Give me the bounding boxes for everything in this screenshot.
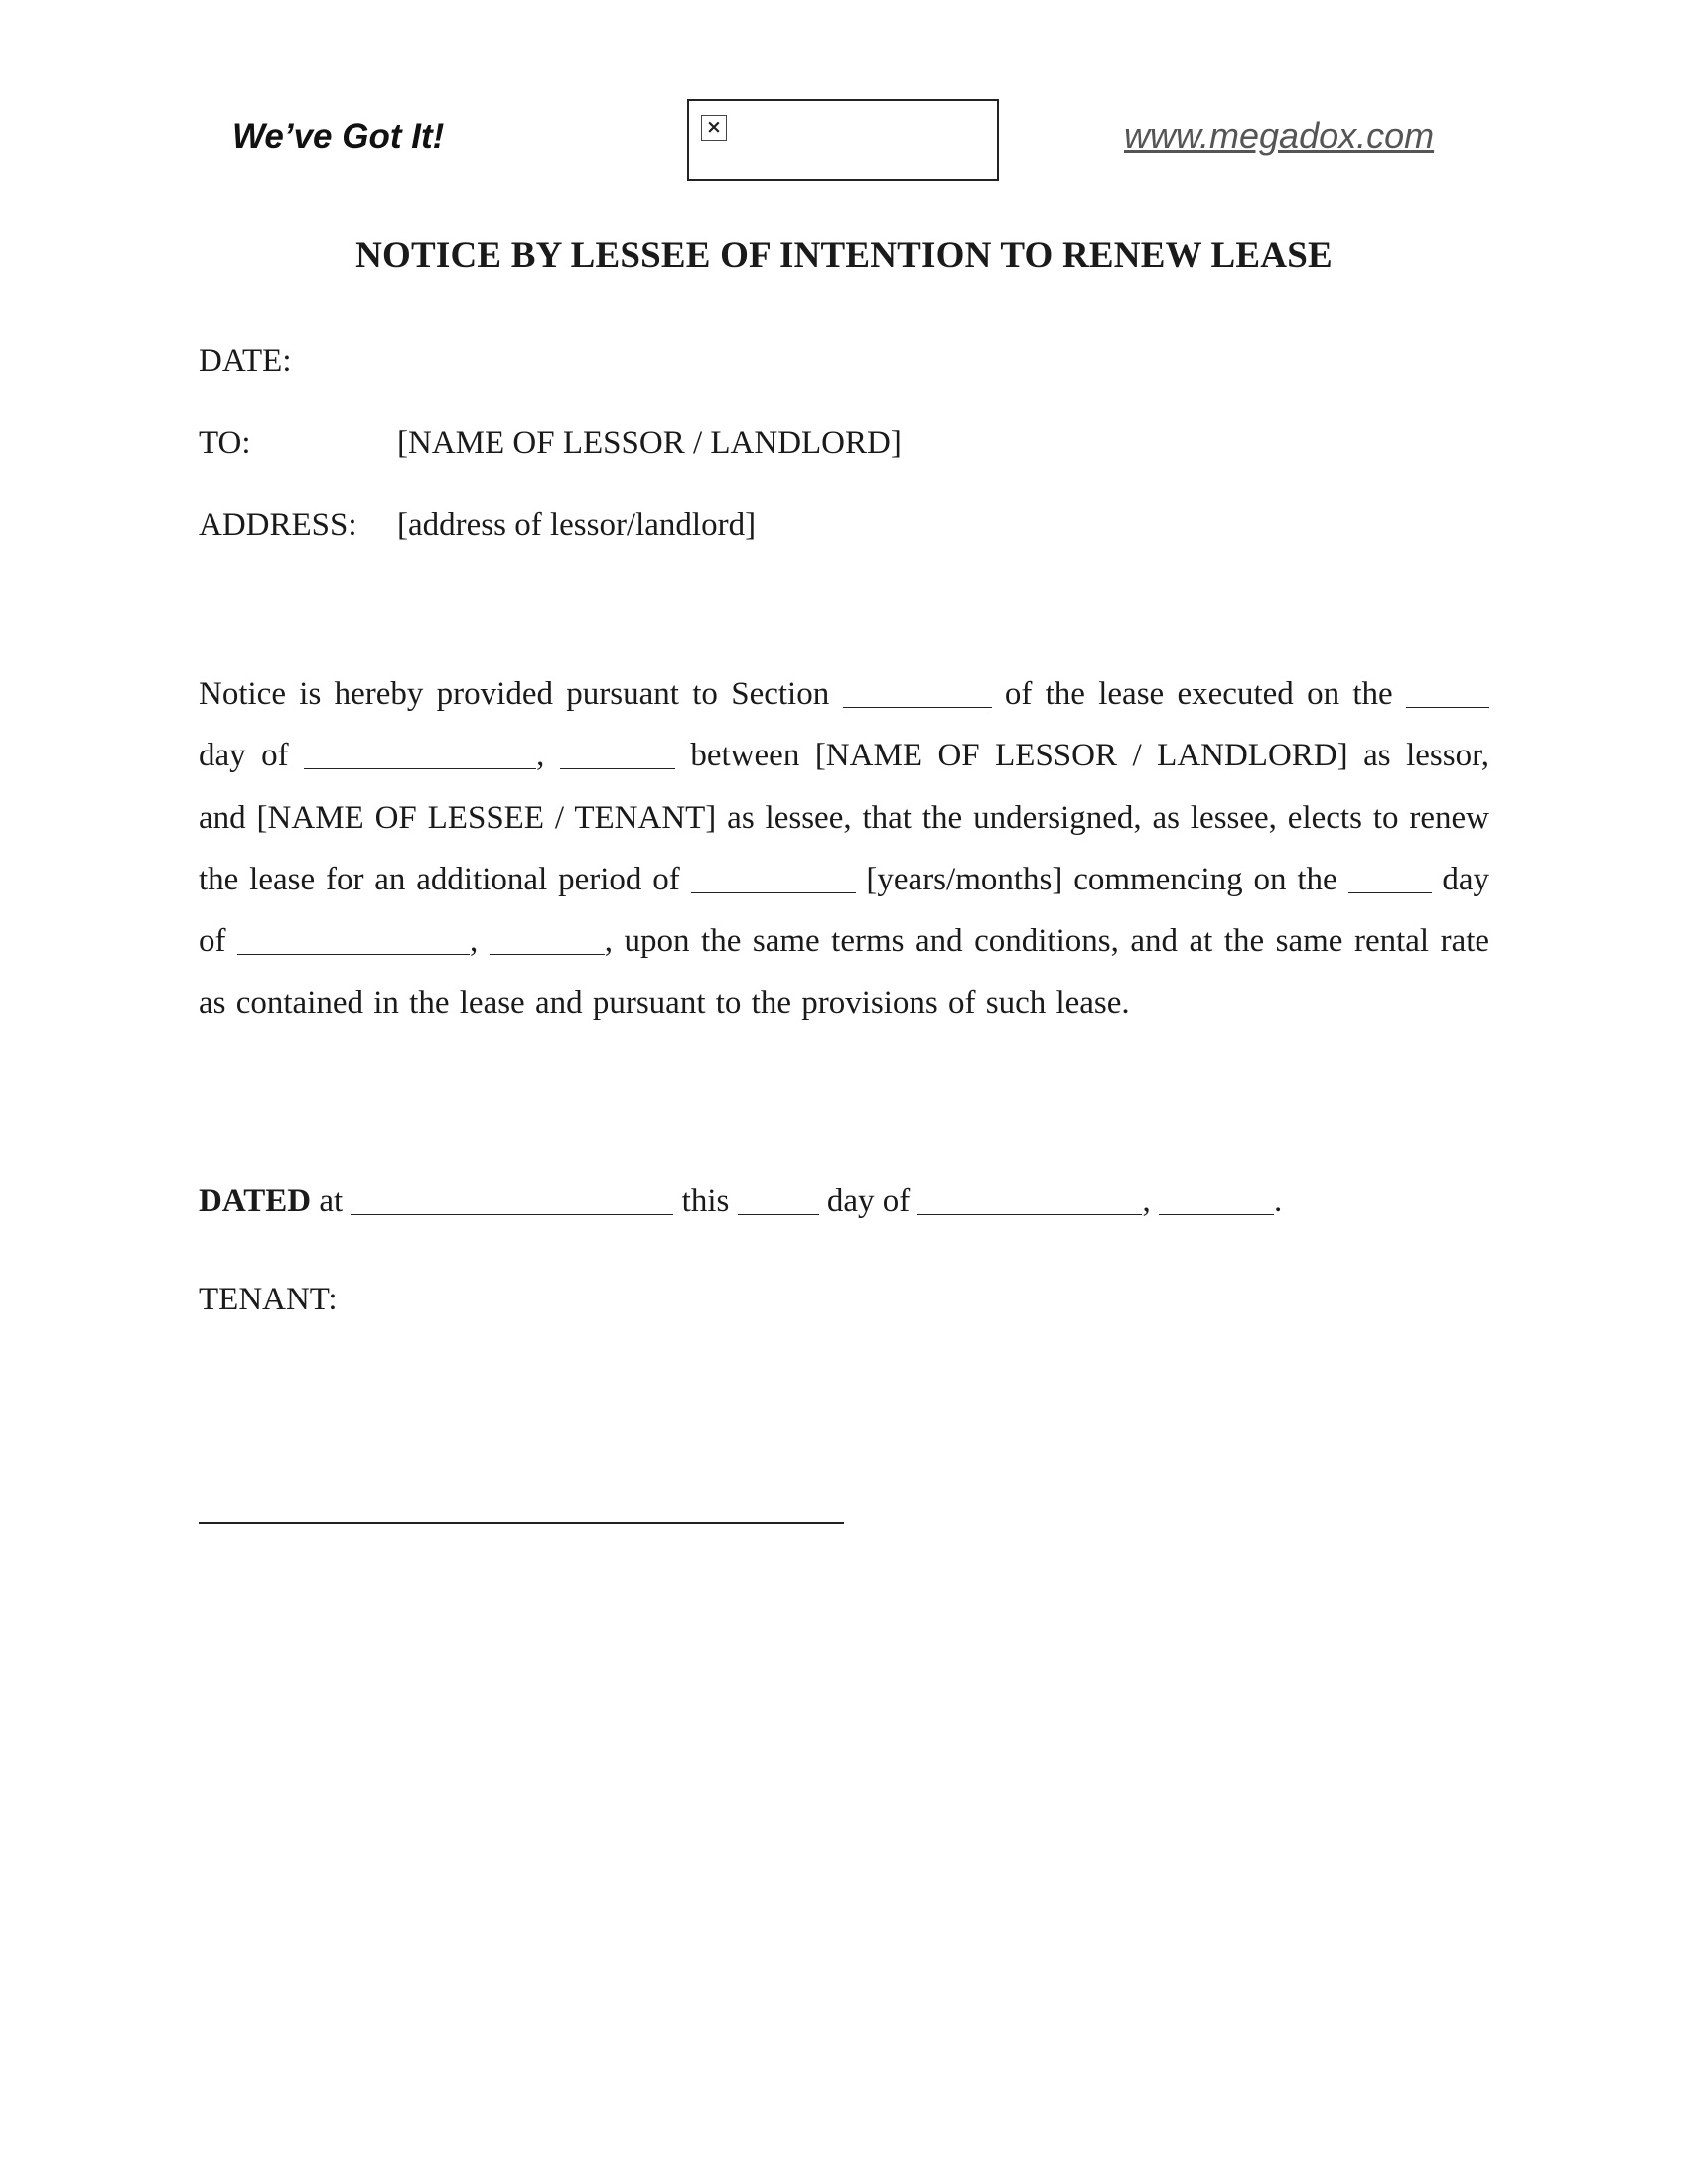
body-text-9: , upon the same terms and conditions, and at the same rental rate as contained in the lease and pursuant to the provisions of such lease. [199,923,1490,1022]
lease-month-blank[interactable] [304,736,536,769]
logo-placeholder [687,99,999,181]
body-text-6: [years/months] commencing on the [866,861,1337,897]
dated-day-blank[interactable] [738,1181,819,1215]
period-blank[interactable] [691,860,856,893]
section-blank[interactable] [843,674,992,708]
header-tagline: We’ve Got It! [232,117,445,156]
broken-image-icon: × [701,115,727,141]
tenant-label: TENANT: [199,1282,338,1317]
date-row [199,343,397,380]
notice-paragraph [199,663,1489,1034]
document-title: NOTICE BY LESSEE OF INTENTION TO RENEW LEASE [355,235,1333,276]
body-text-1: Notice is hereby provided pursuant to Section [199,676,830,712]
body-text-7: day of [199,861,1489,960]
date-label: DATE: [199,343,292,379]
body-text-5: between [NAME OF LESSOR / LANDLORD] as lessor, and [NAME OF LESSEE / TENANT] as lessee, that the undersigned, as lessee, elects to renew the lease for an additional period of [199,738,1490,897]
to-value: [NAME OF LESSOR / LANDLORD] [397,425,902,461]
commence-year-blank[interactable] [490,921,605,955]
address-value: [address of lessor/landlord] [397,507,757,543]
body-text-3: day of [199,738,289,774]
address-label: ADDRESS: [199,507,357,543]
commence-day-blank[interactable] [1348,860,1432,893]
address-row [199,507,756,544]
dated-day-of-text: day of [826,1183,911,1219]
dated-line [199,1181,1282,1220]
commence-month-blank[interactable] [237,921,470,955]
dated-this-text: this [681,1183,730,1219]
dated-label: DATED [199,1183,312,1219]
lease-year-blank[interactable] [560,736,675,769]
body-text-2: of the lease executed on the [1004,676,1393,712]
signature-line[interactable] [199,1522,844,1524]
dated-at-text: at [319,1183,344,1219]
dated-year-blank[interactable] [1159,1181,1274,1215]
to-label: TO: [199,425,251,461]
dated-period: . [1273,1183,1283,1219]
to-row [199,425,902,462]
header-url-link[interactable]: www.megadox.com [1124,115,1435,156]
dated-comma: , [1142,1183,1151,1219]
place-blank[interactable] [351,1181,673,1215]
body-text-4: , [536,738,545,774]
lease-day-blank[interactable] [1406,674,1489,708]
body-text-8: , [470,923,479,960]
dated-month-blank[interactable] [917,1181,1142,1215]
